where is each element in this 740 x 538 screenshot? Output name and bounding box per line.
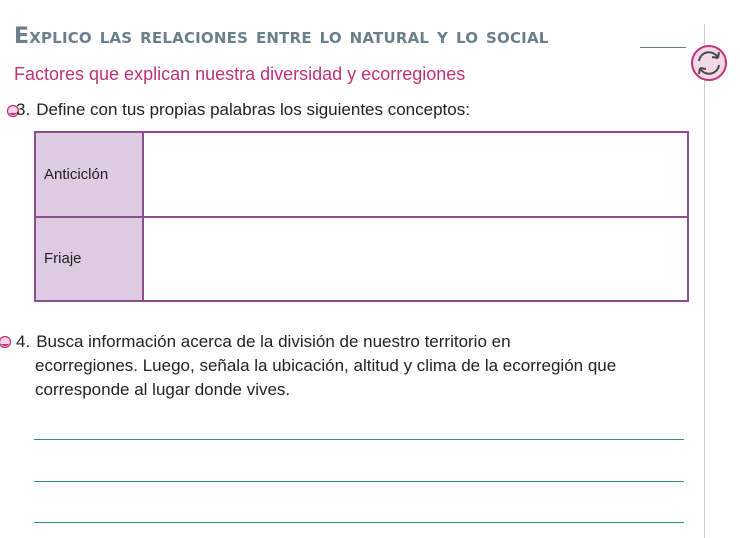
question-3-text: Define con tus propias palabras los siguientes conceptos:: [36, 100, 470, 119]
question-4-number: 4.: [16, 332, 31, 351]
section-heading: Explico las relaciones entre lo natural y lo social: [14, 24, 549, 49]
section-subheading: Factores que explican nuestra diversidad y ecorregiones: [14, 64, 466, 84]
concepts-table: [34, 131, 689, 302]
concept-term: Friaje: [35, 217, 143, 302]
page-margin-rule: [704, 24, 705, 538]
concept-term: Anticiclón: [35, 132, 143, 217]
question-4-line: ecorregiones. Luego, señala la ubicación, altitud y clima de la ecorregión que: [35, 356, 617, 375]
table-row: [35, 217, 688, 302]
question-3: [16, 98, 470, 122]
question-3-number: 3.: [16, 100, 31, 119]
answer-line[interactable]: [34, 439, 684, 440]
table-row: [35, 132, 688, 217]
question-4-line: corresponde al lugar donde vives.: [35, 380, 291, 399]
refresh-icon[interactable]: [690, 44, 728, 82]
concept-answer-field[interactable]: [143, 132, 688, 217]
answer-line[interactable]: [34, 481, 684, 482]
question-4-line: 4. Busca información acerca de la división de nuestro territorio en: [16, 332, 511, 351]
heading-underline: [640, 47, 686, 48]
answer-line[interactable]: [34, 522, 684, 523]
question-4: [16, 330, 696, 402]
concept-answer-field[interactable]: [143, 217, 688, 302]
circle-bullet-icon: [0, 335, 12, 349]
